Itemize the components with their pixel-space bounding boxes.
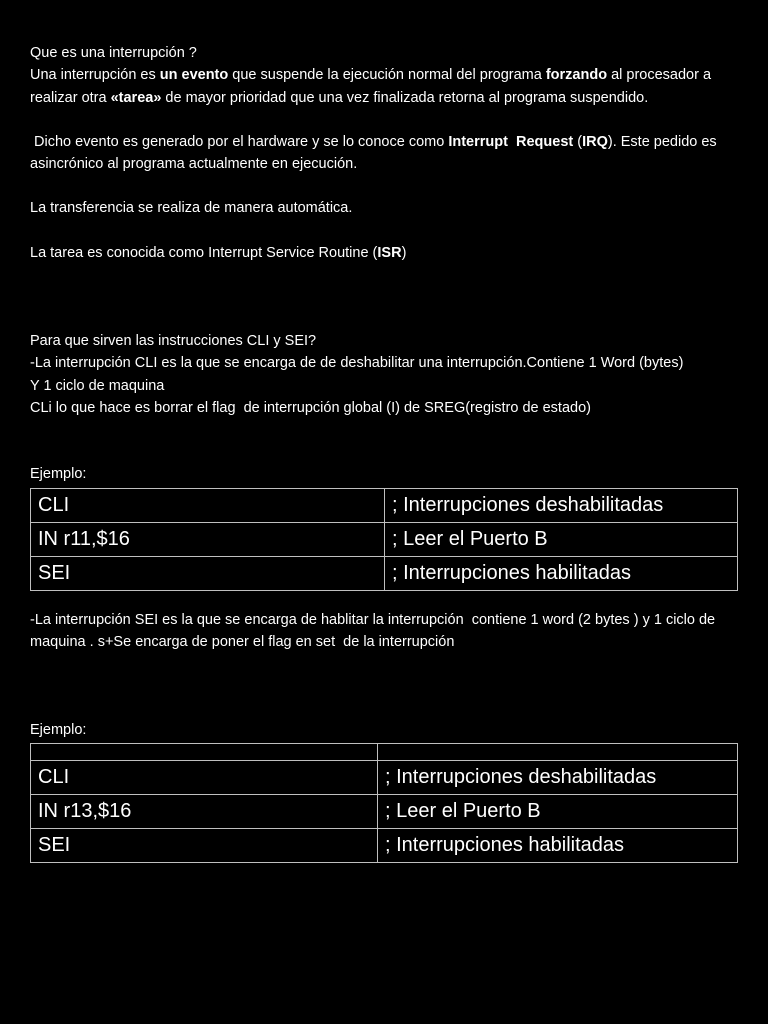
document-page: [30, 42, 742, 863]
example1-label: Ejemplo:: [30, 466, 87, 483]
table-row: [31, 488, 738, 522]
empty-cell: [378, 744, 738, 761]
cli-flag: CLi lo que hace es borrar el flag de interrupción global (I) de SREG(registro de estado): [30, 399, 591, 416]
empty-cell: [31, 744, 378, 761]
interrupt-definition: Una interrupción es un evento que suspende la ejecución normal del programa forzando al procesador a realizar otra «tarea» de mayor prioridad que una vez finalizada retorna al programa suspendido.: [30, 67, 716, 106]
event-paragraph: Dicho evento es generado por el hardware y se lo conoce como Interrupt Request (IRQ). Este pedido es asincrónico al programa actualmente en ejecución.: [30, 133, 721, 173]
table-row: [31, 761, 738, 795]
table-row: [31, 829, 738, 863]
comment-cell: ; Interrupciones deshabilitadas: [385, 488, 738, 522]
comment-cell: ; Interrupciones habilitadas: [385, 556, 738, 590]
task-paragraph: La tarea es conocida como Interrupt Service Routine (ISR): [30, 244, 407, 261]
transfer-paragraph: La transferencia se realiza de manera automática.: [30, 200, 353, 217]
example2-label: Ejemplo:: [30, 722, 87, 739]
instruction-cell: CLI: [31, 761, 378, 795]
sei-description: -La interrupción SEI es la que se encarga de hablitar la interrupción contiene 1 word (2 bytes ) y 1 ciclo de maquina . s+Se encarga de poner el flag en set de la interrupción: [30, 611, 720, 650]
cli-sei-question: Para que sirven las instrucciones CLI y SEI?: [30, 333, 317, 350]
table-row: [31, 795, 738, 829]
table-row-empty: [31, 744, 738, 761]
instruction-cell: SEI: [31, 829, 378, 863]
instruction-cell: IN r13,$16: [31, 795, 378, 829]
interrupt-question: Que es una interrupción ?: [30, 45, 197, 61]
cli-description: -La interrupción CLI es la que se encarga de de deshabilitar una interrupción.Contiene 1 Word (bytes): [30, 355, 684, 372]
instruction-cell: SEI: [31, 556, 385, 590]
comment-cell: ; Leer el Puerto B: [378, 795, 738, 829]
comment-cell: ; Leer el Puerto B: [385, 522, 738, 556]
instruction-cell: CLI: [31, 488, 385, 522]
example2-table: [30, 743, 738, 863]
instruction-cell: IN r11,$16: [31, 522, 385, 556]
example1-table: [30, 488, 738, 591]
comment-cell: ; Interrupciones deshabilitadas: [378, 761, 738, 795]
comment-cell: ; Interrupciones habilitadas: [378, 829, 738, 863]
table-row: [31, 556, 738, 590]
cli-cycle: Y 1 ciclo de maquina: [30, 377, 165, 394]
table-row: [31, 522, 738, 556]
